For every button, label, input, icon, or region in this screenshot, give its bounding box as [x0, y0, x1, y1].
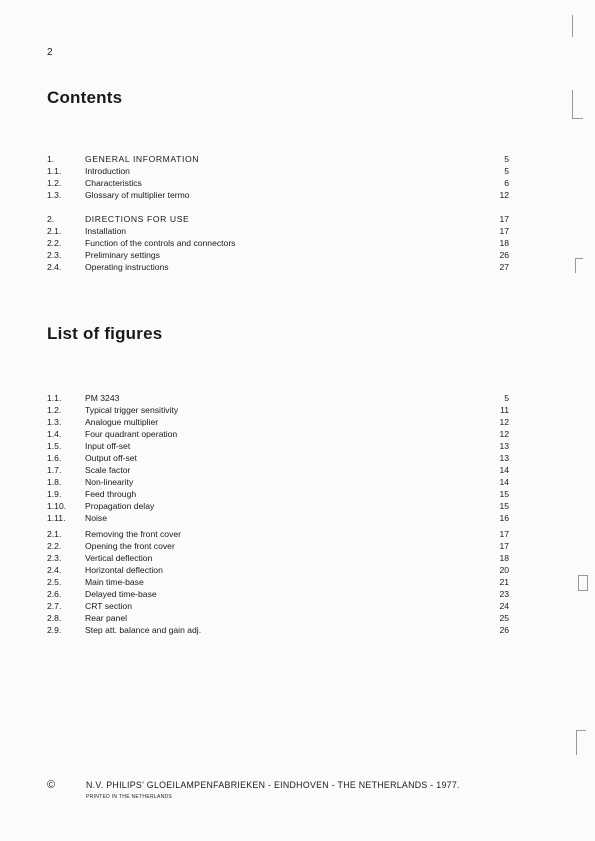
entry-title: Removing the front cover [85, 529, 182, 539]
scan-edge-mark [575, 258, 583, 273]
entry-page: 25 [499, 613, 509, 623]
entry-page: 12 [499, 190, 509, 200]
entry-title: Operating instructions [85, 262, 169, 272]
entry-title: Step att. balance and gain adj. [85, 625, 202, 635]
figure-entry [47, 440, 509, 452]
figure-entry [47, 564, 509, 576]
toc-entry [47, 225, 509, 237]
figure-entry [47, 540, 509, 552]
entry-title: Noise [85, 513, 107, 523]
figure-entry [47, 476, 509, 488]
entry-title: Opening the front cover [85, 541, 175, 551]
figure-entry [47, 452, 509, 464]
entry-number: 1.5. [47, 441, 62, 451]
entry-page: 17 [499, 529, 509, 539]
entry-page: 18 [499, 553, 509, 563]
toc-entry [47, 261, 509, 273]
figure-entry [47, 588, 509, 600]
figure-entry [47, 488, 509, 500]
entry-title: Introduction [85, 166, 130, 176]
entry-title: Typical trigger sensitivity [85, 405, 179, 415]
entry-page: 26 [499, 250, 509, 260]
entry-page: 17 [499, 541, 509, 551]
entry-number: 1.8. [47, 477, 62, 487]
entry-title: CRT section [85, 601, 132, 611]
entry-page: 27 [499, 262, 509, 272]
figure-entry [47, 552, 509, 564]
toc-entry [47, 153, 509, 165]
entry-page: 15 [499, 489, 509, 499]
entry-number: 2.4. [47, 565, 62, 575]
entry-page: 18 [499, 238, 509, 248]
figure-entry [47, 464, 509, 476]
figure-entry [47, 600, 509, 612]
scan-edge-mark [572, 90, 583, 119]
entry-number: 2.7. [47, 601, 62, 611]
entry-title: Scale factor [85, 465, 131, 475]
entry-title: Installation [85, 226, 127, 236]
entry-title: Vertical deflection [85, 553, 153, 563]
figure-entry [47, 612, 509, 624]
entry-number: 2. [47, 214, 55, 224]
figure-entry [47, 576, 509, 588]
entry-number: 2.5. [47, 577, 62, 587]
entry-number: 1.9. [47, 489, 62, 499]
contents-list [47, 153, 509, 273]
figures-heading: List of figures [47, 324, 163, 343]
entry-title: PM 3243 [85, 393, 120, 403]
entry-number: 2.2. [47, 541, 62, 551]
entry-number: 2.2. [47, 238, 62, 248]
entry-number: 2.1. [47, 226, 62, 236]
entry-title: Propagation delay [85, 501, 155, 511]
scan-edge-mark [576, 730, 586, 755]
entry-number: 2.8. [47, 613, 62, 623]
entry-title: Rear panel [85, 613, 128, 623]
entry-page: 12 [499, 429, 509, 439]
contents-heading: Contents [47, 88, 123, 107]
entry-title: Four quadrant operation [85, 429, 178, 439]
entry-number: 1.3. [47, 190, 62, 200]
entry-title: Main time-base [85, 577, 144, 587]
entry-page: 5 [504, 393, 509, 403]
toc-entry [47, 213, 509, 225]
entry-page: 6 [504, 178, 509, 188]
entry-page: 11 [500, 405, 509, 415]
entry-page: 24 [499, 601, 509, 611]
entry-number: 2.3. [47, 250, 62, 260]
figure-entry [47, 404, 509, 416]
entry-number: 1. [47, 154, 55, 164]
figure-entry [47, 512, 509, 524]
entry-title: Horizontal deflection [85, 565, 163, 575]
entry-page: 17 [499, 226, 509, 236]
entry-title: Function of the controls and connectors [85, 238, 236, 248]
entry-page: 5 [504, 154, 509, 164]
entry-page: 14 [499, 465, 509, 475]
figure-entry [47, 416, 509, 428]
entry-title: Output off-set [85, 453, 137, 463]
entry-page: 26 [499, 625, 509, 635]
entry-number: 1.4. [47, 429, 62, 439]
entry-page: 21 [499, 577, 509, 587]
entry-number: 1.1. [47, 166, 62, 176]
entry-number: 2.4. [47, 262, 62, 272]
toc-entry [47, 177, 509, 189]
entry-page: 23 [499, 589, 509, 599]
entry-page: 5 [504, 166, 509, 176]
entry-number: 1.2. [47, 178, 62, 188]
entry-title: Analogue multiplier [85, 417, 159, 427]
toc-entry [47, 237, 509, 249]
figure-entry [47, 624, 509, 636]
toc-entry [47, 249, 509, 261]
figure-entry [47, 428, 509, 440]
entry-number: 2.1. [47, 529, 62, 539]
figure-entry [47, 528, 509, 540]
entry-page: 17 [499, 214, 509, 224]
copyright-icon: © [47, 779, 56, 791]
figure-entry [47, 500, 509, 512]
scan-edge-mark [578, 575, 588, 591]
entry-title: GENERAL INFORMATION [85, 154, 200, 164]
entry-page: 15 [499, 501, 509, 511]
entry-page: 20 [499, 565, 509, 575]
entry-number: 2.6. [47, 589, 62, 599]
figure-entry [47, 392, 509, 404]
entry-page: 13 [499, 441, 509, 451]
entry-number: 1.2. [47, 405, 62, 415]
entry-number: 1.3. [47, 417, 62, 427]
entry-number: 1.11. [47, 513, 66, 523]
entry-title: Preliminary settings [85, 250, 160, 260]
entry-page: 12 [499, 417, 509, 427]
scan-edge-mark [572, 15, 573, 37]
entry-title: Input off-set [85, 441, 131, 451]
toc-entry [47, 189, 509, 201]
entry-title: DIRECTIONS FOR USE [85, 214, 190, 224]
entry-number: 2.9. [47, 625, 62, 635]
entry-title: Glossary of multiplier termo [85, 190, 190, 200]
entry-page: 16 [499, 513, 509, 523]
toc-entry [47, 165, 509, 177]
entry-number: 1.10. [47, 501, 67, 511]
entry-page: 14 [499, 477, 509, 487]
footer-company: N.V. PHILIPS' GLOEILAMPENFABRIEKEN - EINDHOVEN - THE NETHERLANDS - 1977. [86, 780, 460, 790]
page-number: 2 [47, 47, 53, 58]
entry-number: 1.1. [47, 393, 62, 403]
figures-list [47, 392, 509, 636]
entry-title: Delayed time-base [85, 589, 157, 599]
entry-title: Feed through [85, 489, 137, 499]
entry-page: 13 [499, 453, 509, 463]
entry-title: Characteristics [85, 178, 142, 188]
entry-title: Non-linearity [85, 477, 134, 487]
entry-number: 1.7. [47, 465, 62, 475]
entry-number: 1.6. [47, 453, 62, 463]
entry-number: 2.3. [47, 553, 62, 563]
footer-printed: PRINTED IN THE NETHERLANDS [86, 794, 173, 800]
